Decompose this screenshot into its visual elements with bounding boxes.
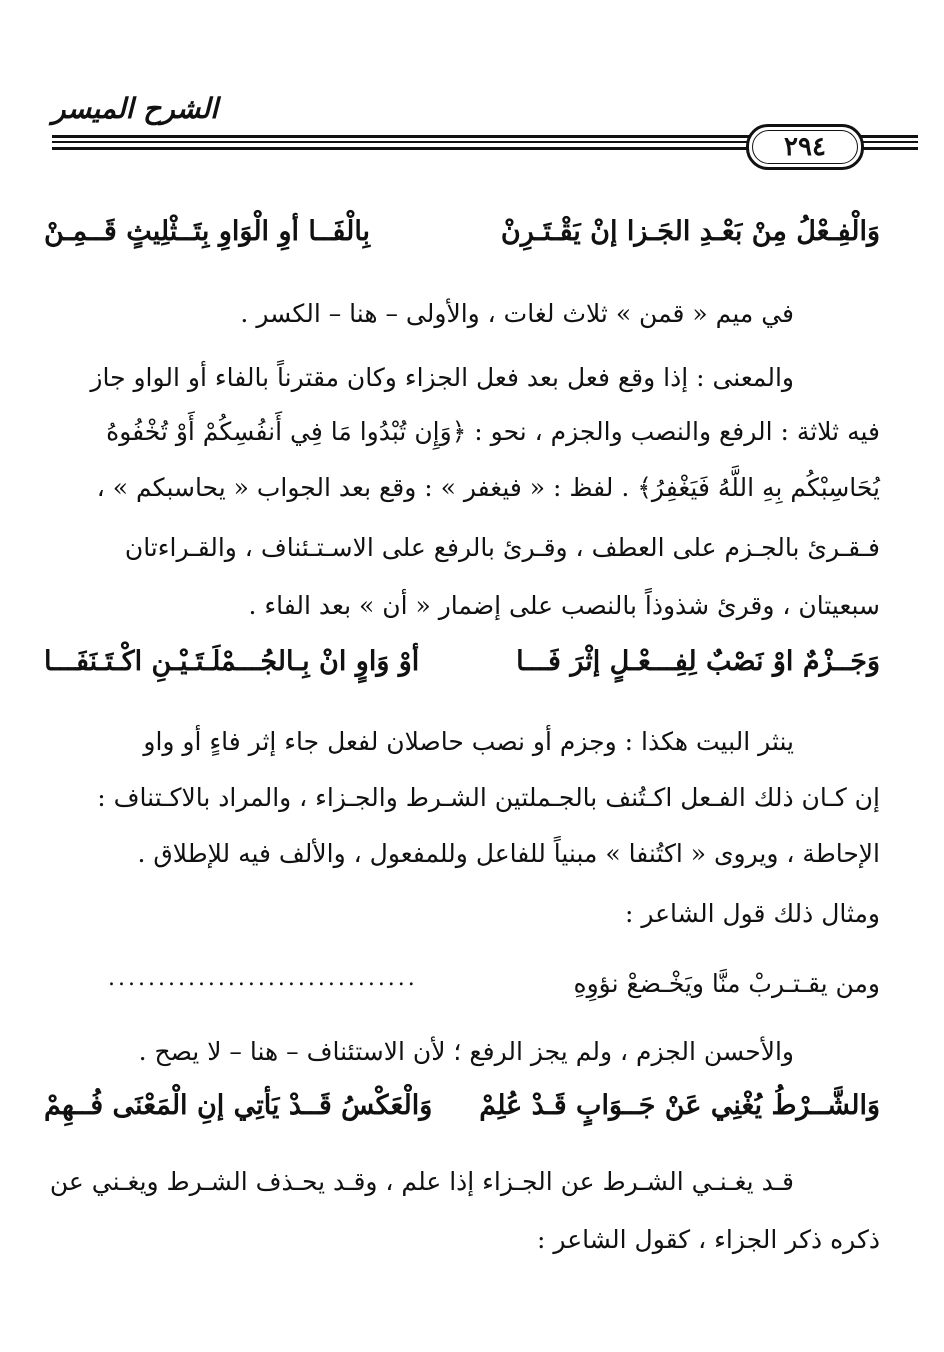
text-line: ومثال ذلك قول الشاعر :	[624, 899, 880, 928]
text-line: ذكره ذكر الجزاء ، كقول الشاعر :	[537, 1225, 880, 1254]
verse-second-hemistich: أوْ وَاوٍ انْ بِـالجُـــمْلَـتَـيْـنِ اكْـتَـنَفَـــا	[44, 646, 420, 677]
verse	[44, 646, 880, 696]
verse	[44, 1090, 880, 1140]
verse-first-hemistich: وَجَــزْمٌ اوْ نَصْبٌ لِفِـــعْـلٍ إثْرَ فَـــا	[516, 646, 880, 677]
text-line: فيه ثلاثة : الرفع والنصب والجزم ، نحو : ﴿وَإِن تُبْدُوا مَا فِي أَنفُسِكُمْ أَوْ تُخْفُوهُ	[106, 417, 880, 446]
page-number-badge	[746, 124, 864, 170]
text-line: والمعنى : إذا وقع فعل بعد فعل الجزاء وكان مقترناً بالفاء أو الواو جاز	[90, 363, 794, 392]
text-line: ينثر البيت هكذا : وجزم أو نصب حاصلان لفعل جاء إثر فاءٍ أو واو	[143, 727, 794, 756]
poem-hemistich: ومن يقـتـربْ منَّا ويَخْـضعْ نؤوِهِ	[573, 969, 880, 998]
page-number: ٢٩٤	[784, 132, 826, 162]
verse-first-hemistich: وَالْفِـعْلُ مِنْ بَعْـدِ الجَـزا إنْ يَقْـتَـرِنْ	[500, 216, 880, 247]
verse	[44, 216, 880, 266]
text-line: يُحَاسِبْكُم بِهِ اللَّهُ فَيَغْفِرُ﴾ . لفظ : « فيغفر » : وقع بعد الجواب « يحاسبكم » ،	[96, 473, 880, 502]
text-line: في ميم « قمن » ثلاث لغات ، والأولى – هنا – الكسر .	[240, 299, 794, 328]
verse-second-hemistich: وَالْعَكْسُ قَــدْ يَأتِي إنِ الْمَعْنَى فُــهِمْ	[44, 1090, 433, 1121]
omitted-hemistich-dots: ...............................	[108, 966, 418, 991]
text-line: والأحسن الجزم ، ولم يجز الرفع ؛ لأن الاستئناف – هنا – لا يصح .	[138, 1037, 794, 1066]
text-line: سبعيتان ، وقرئ شذوذاً بالنصب على إضمار « أن » بعد الفاء .	[248, 591, 880, 620]
text-line: إن كـان ذلك الفـعل اكـتُنف بالجـملتين الشـرط والجـزاء ، والمراد بالاكـتناف :	[97, 783, 880, 812]
running-title: الشرح الميسر	[52, 92, 218, 125]
text-line: قـد يغـنـي الشـرط عن الجـزاء إذا علم ، وقـد يحـذف الشـرط ويغـني عن	[49, 1167, 794, 1196]
verse-second-hemistich: بِالْفَــا أوِ الْوَاوِ بِتَــثْلِيثٍ قَــمِـنْ	[44, 216, 371, 247]
text-line: الإحاطة ، ويروى « اكتُنفا » مبنياً للفاعل وللمفعول ، والألف فيه للإطلاق .	[137, 839, 880, 868]
verse-first-hemistich: وَالشَّــرْطُ يُغْنِي عَنْ جَــوَابٍ قَـدْ عُلِمْ	[479, 1090, 880, 1121]
text-line: فـقـرئ بالجـزم على العطف ، وقـرئ بالرفع على الاسـتـئناف ، والقـراءتان	[124, 533, 880, 562]
